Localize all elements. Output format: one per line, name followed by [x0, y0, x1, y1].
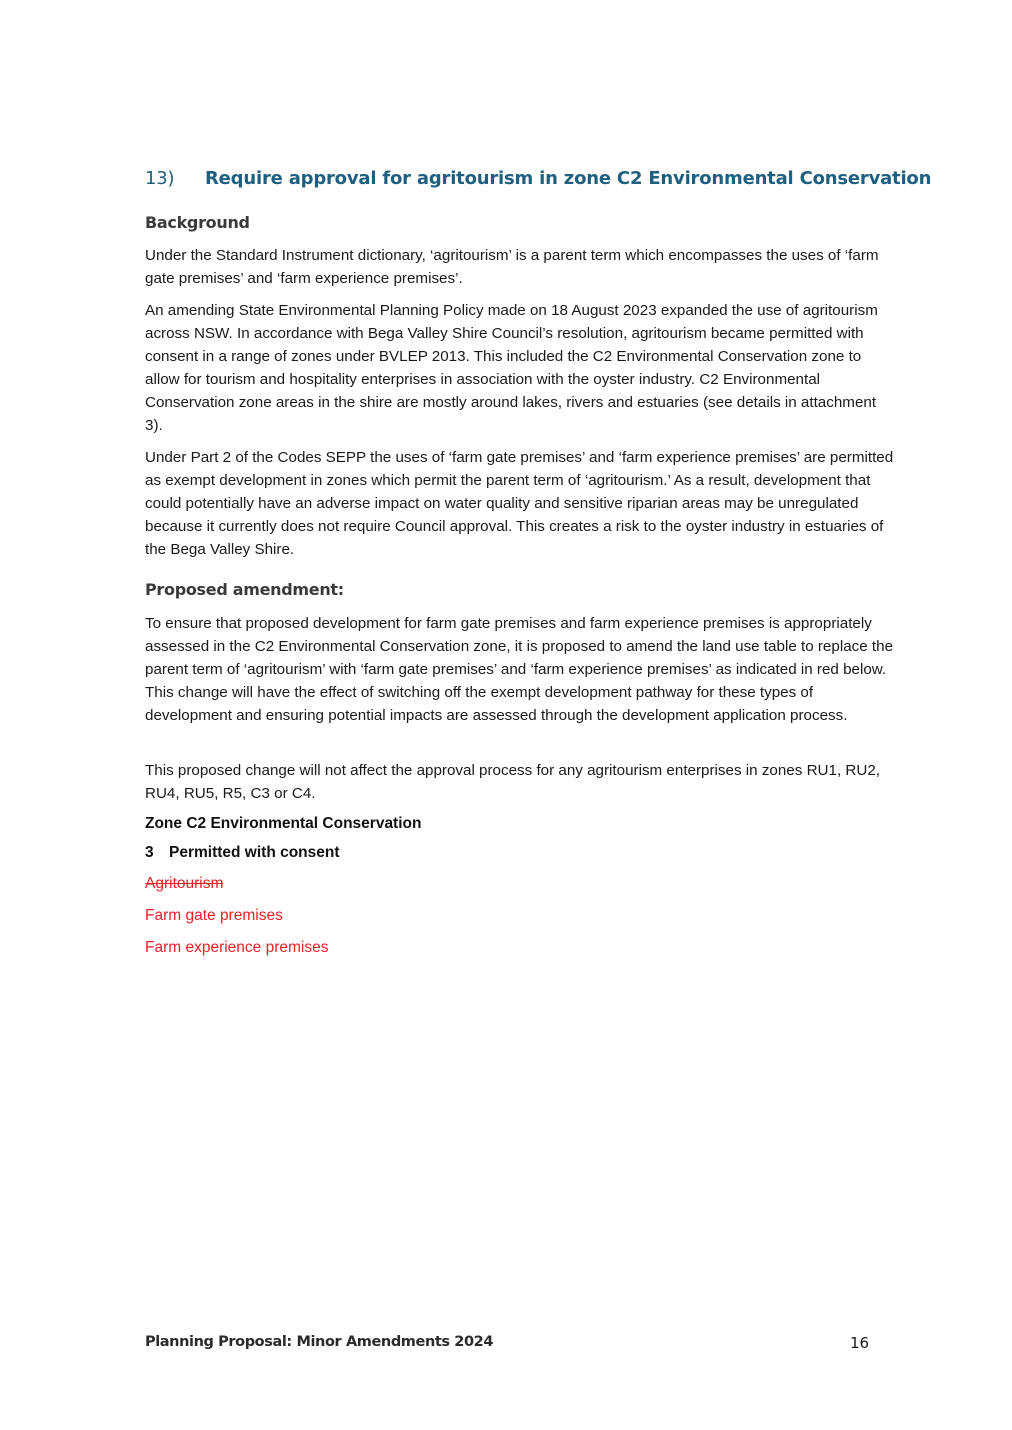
permitted-item-number: 3 — [145, 844, 154, 861]
background-paragraph-3: Under Part 2 of the Codes SEPP the uses of ‘farm gate premises’ and ‘farm experience premises’ are permitted as exempt development in zones which permit the parent term of ‘agritourism.’ As a result, development that could potentially have an adverse impact on water quality and sensitive riparian areas may be unregulated because it currently does not require Council approval. This creates a risk to the oyster industry in estuaries of the Bega Valley Shire. — [145, 449, 894, 558]
amendment-paragraph-1: To ensure that proposed development for farm gate premises and farm experience premises is appropriately assessed in the C2 Environmental Conservation zone, it is proposed to amend the land use table to replace the parent term of ‘agritourism’ with ‘farm gate premises’ and ‘farm experience premises’ as indicated in red below. This change will have the effect of switching off the exempt development pathway for these types of development and ensuring potential impacts are assessed through the development application process. — [145, 615, 894, 724]
added-use-farm-experience: Farm experience premises — [145, 939, 329, 956]
permitted-with-consent-heading — [145, 844, 340, 862]
added-use-farm-gate: Farm gate premises — [145, 907, 283, 924]
page-number: 16 — [850, 1334, 870, 1352]
section-heading — [145, 168, 932, 189]
background-paragraph-1: Under the Standard Instrument dictionary, ‘agritourism’ is a parent term which encompasses the uses of ‘farm gate premises’ and ‘farm experience premises’. — [145, 247, 879, 287]
background-paragraph-2: An amending State Environmental Planning Policy made on 18 August 2023 expanded the use of agritourism across NSW. In accordance with Bega Valley Shire Council’s resolution, agritourism became permitted with consent in a range of zones under BVLEP 2013. This included the C2 Environmental Conservation zone to allow for tourism and hospitality enterprises in association with the oyster industry. C2 Environmental Conservation zone areas in the shire are mostly around lakes, rivers and estuaries (see details in attachment 3). — [145, 302, 878, 434]
background-heading: Background — [145, 213, 250, 232]
amendment-paragraph-2: This proposed change will not affect the approval process for any agritourism enterprises in zones RU1, RU2, RU4, RU5, R5, C3 or C4. — [145, 762, 880, 802]
permitted-item-label: Permitted with consent — [169, 844, 340, 861]
footer-title: Planning Proposal: Minor Amendments 2024 — [145, 1334, 494, 1350]
section-title: Require approval for agritourism in zone C2 Environmental Conservation — [205, 168, 932, 189]
removed-use-agritourism: Agritourism — [145, 875, 224, 892]
section-number: 13) — [145, 168, 175, 189]
zone-title: Zone C2 Environmental Conservation — [145, 815, 422, 832]
amendment-heading: Proposed amendment: — [145, 580, 344, 599]
